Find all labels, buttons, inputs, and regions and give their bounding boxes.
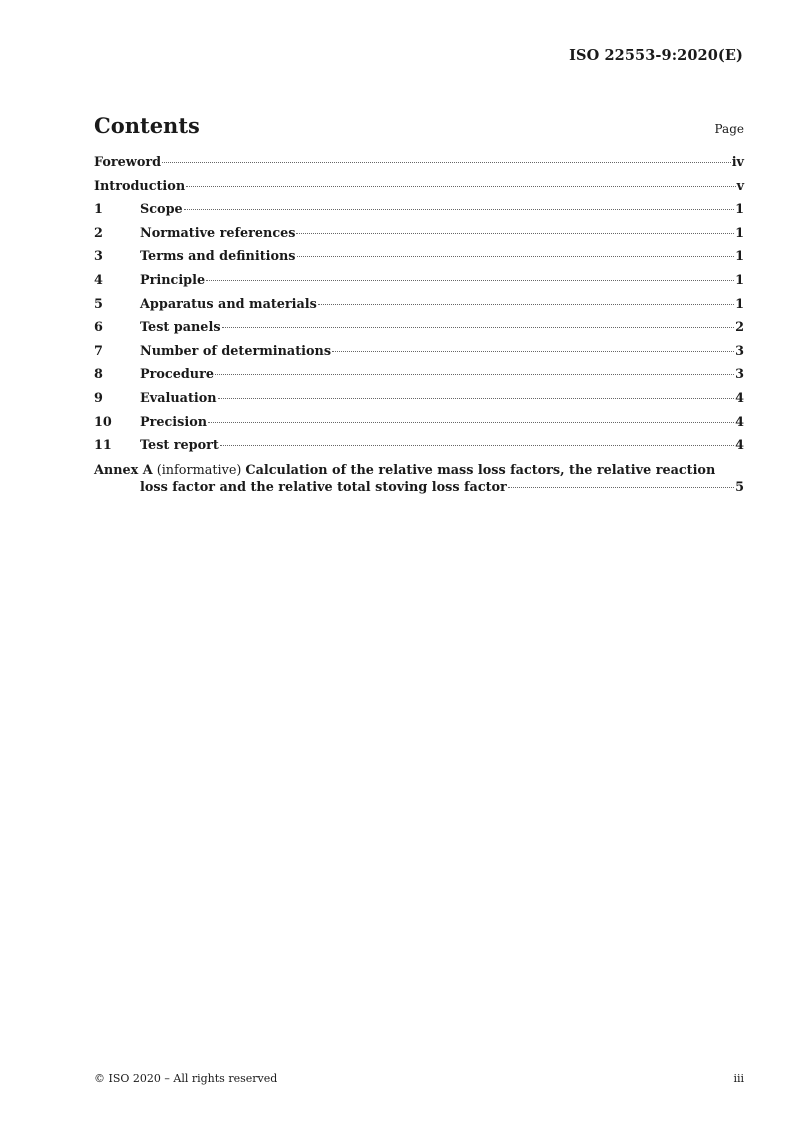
toc-entry-page: 3	[735, 367, 744, 383]
contents-header	[94, 113, 744, 138]
toc-entry-title: Principle	[140, 272, 206, 288]
toc-entry-page: 3	[735, 343, 744, 359]
toc-entry-title: Foreword	[94, 155, 162, 170]
toc-entry-apparatus-and-materials[interactable]	[94, 297, 744, 321]
toc-entry-title: Evaluation	[140, 390, 217, 406]
toc-entry-foreword[interactable]	[94, 155, 744, 179]
toc-entry-page: 1	[735, 225, 744, 241]
table-of-contents	[94, 155, 744, 498]
toc-entry-title: Number of determinations	[140, 343, 332, 359]
toc-entry-terms-and-definitions[interactable]	[94, 249, 744, 273]
dot-leader	[162, 162, 731, 163]
toc-entry-evaluation[interactable]	[94, 391, 744, 415]
toc-entry-number: 7	[94, 343, 103, 359]
toc-entry-number: 3	[94, 249, 103, 265]
toc-entry-title: Precision	[140, 414, 208, 430]
toc-entry-title: Apparatus and materials	[140, 296, 317, 312]
toc-entry-page: 4	[735, 414, 744, 430]
toc-entry-title: Terms and definitions	[140, 249, 296, 265]
toc-entry-number: 6	[94, 320, 103, 336]
toc-entry-title: Test panels	[140, 320, 221, 336]
dot-leader	[332, 351, 734, 352]
toc-entry-title: Procedure	[140, 367, 214, 383]
toc-entry-title: Scope	[140, 202, 183, 218]
toc-entry-number: 1	[94, 202, 103, 218]
toc-entry-procedure[interactable]	[94, 367, 744, 391]
toc-entry-test-report[interactable]	[94, 438, 744, 462]
dot-leader	[508, 487, 734, 488]
toc-entry-number: 4	[94, 272, 103, 288]
dot-leader	[186, 186, 735, 187]
dot-leader	[318, 304, 734, 305]
toc-entry-page: 1	[735, 202, 744, 218]
toc-entry-number: 8	[94, 367, 103, 383]
toc-entry-page: 5	[735, 479, 744, 495]
toc-entry-page: 1	[735, 296, 744, 312]
toc-entry-normative-references[interactable]	[94, 226, 744, 250]
toc-entry-number: 10	[94, 414, 112, 430]
toc-entry-page: 1	[735, 272, 744, 288]
toc-entry-page: 2	[735, 320, 744, 336]
toc-entry-number: 9	[94, 390, 103, 406]
toc-entry-page: 4	[735, 390, 744, 406]
copyright-notice: © ISO 2020 – All rights reserved	[94, 1072, 278, 1085]
page-footer	[94, 1072, 744, 1085]
dot-leader	[215, 374, 734, 375]
toc-entry-test-panels[interactable]	[94, 320, 744, 344]
annex-label: Annex A	[94, 462, 153, 478]
annex-title-line2: loss factor and the relative total stoving loss factor	[140, 479, 507, 495]
toc-entry-title: Introduction	[94, 178, 186, 194]
page-column-label: Page	[714, 122, 744, 136]
toc-entry-page: 1	[735, 249, 744, 265]
contents-title: Contents	[94, 113, 200, 138]
toc-entry-page: 4	[735, 438, 744, 454]
annex-kind: (informative)	[156, 462, 242, 478]
toc-entry-number: 2	[94, 225, 103, 241]
page-number: iii	[733, 1072, 744, 1085]
toc-entry-title: Test report	[140, 438, 219, 454]
toc-entry-introduction[interactable]	[94, 179, 744, 203]
annex-title-line1: Calculation of the relative mass loss factors, the relative reaction	[245, 462, 716, 478]
toc-entry-principle[interactable]	[94, 273, 744, 297]
dot-leader	[206, 280, 734, 281]
dot-leader	[296, 233, 734, 234]
dot-leader	[208, 422, 734, 423]
toc-entry-title: Normative references	[140, 225, 296, 241]
dot-leader	[218, 398, 735, 399]
toc-entry-number: 5	[94, 296, 103, 312]
dot-leader	[297, 256, 735, 257]
toc-entry-page: v	[736, 178, 744, 194]
toc-entry-number: 11	[94, 438, 112, 454]
toc-entry-number-of-determinations[interactable]	[94, 344, 744, 368]
toc-entry-precision[interactable]	[94, 415, 744, 439]
dot-leader	[222, 327, 735, 328]
toc-entry-page: iv	[731, 155, 744, 170]
dot-leader	[184, 209, 734, 210]
document-id: ISO 22553-9:2020(E)	[569, 47, 743, 64]
toc-entry-annex-a[interactable]	[94, 463, 744, 498]
toc-entry-scope[interactable]	[94, 202, 744, 226]
dot-leader	[220, 445, 734, 446]
